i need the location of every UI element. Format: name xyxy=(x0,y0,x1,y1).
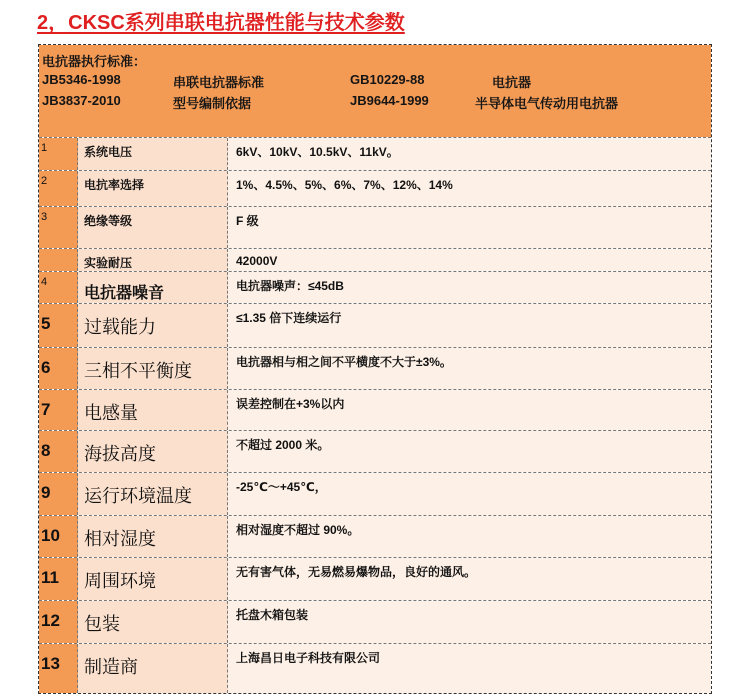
row-number: 10 xyxy=(41,526,60,545)
row-label: 电抗率选择 xyxy=(84,178,145,192)
row-label: 过载能力 xyxy=(84,317,156,337)
row-label: 电感量 xyxy=(84,403,138,423)
row-number: 3 xyxy=(41,211,48,223)
row-value: 6kV、10kV、10.5kV、11kV。 xyxy=(236,145,399,159)
standard-name: 串联电抗器标准 xyxy=(173,75,265,90)
row-number: 5 xyxy=(41,314,51,333)
row-number: 4 xyxy=(41,276,48,288)
table-row xyxy=(39,430,711,472)
row-label: 实验耐压 xyxy=(84,256,133,270)
row-value: ≤1.35 倍下连续运行 xyxy=(236,311,342,325)
row-label: 周围环境 xyxy=(84,571,156,591)
standards-heading: 电抗器执行标准： xyxy=(42,54,147,69)
row-value: 上海昌日电子科技有限公司 xyxy=(236,651,381,665)
row-label: 海拔高度 xyxy=(84,444,156,464)
table-row xyxy=(39,347,711,389)
row-label: 电抗器噪音 xyxy=(84,285,165,302)
row-label: 三相不平衡度 xyxy=(84,361,192,381)
row-number: 8 xyxy=(41,441,51,460)
row-number: 2 xyxy=(41,175,48,187)
row-value: F 级 xyxy=(236,214,259,228)
row-label: 制造商 xyxy=(84,657,138,677)
table-row xyxy=(39,303,711,347)
row-value: 误差控制在+3%以内 xyxy=(236,397,345,411)
row-value: -25℃～+45℃， xyxy=(236,480,327,494)
row-value: 托盘木箱包装 xyxy=(236,608,309,622)
table-row xyxy=(39,557,711,600)
row-label: 系统电压 xyxy=(84,145,133,159)
table-row xyxy=(39,643,711,693)
row-value: 不超过 2000 米。 xyxy=(236,438,330,452)
row-number: 12 xyxy=(41,611,60,630)
row-value: 1%、4.5%、5%、6%、7%、12%、14% xyxy=(236,178,453,192)
standard-code: JB9644-1999 xyxy=(350,93,429,108)
standard-name: 型号编制依据 xyxy=(173,96,252,111)
row-value: 电抗器相与相之间不平横度不大于±3%。 xyxy=(236,355,452,369)
table-row xyxy=(39,515,711,557)
standard-name: 半导体电气传动用电抗器 xyxy=(475,96,619,111)
row-label: 包装 xyxy=(84,614,120,634)
standard-name: 电抗器 xyxy=(492,75,532,90)
row-number: 1 xyxy=(41,142,48,154)
row-number: 6 xyxy=(41,358,51,377)
row-value: 电抗器噪声：≤45dB xyxy=(236,279,344,293)
row-value: 相对湿度不超过 90%。 xyxy=(236,523,360,537)
row-label: 相对湿度 xyxy=(84,529,156,549)
standard-code: JB3837-2010 xyxy=(42,93,121,108)
table-row xyxy=(39,271,711,303)
row-value: 42000V xyxy=(236,254,278,268)
row-label: 绝缘等级 xyxy=(84,214,133,228)
table-row xyxy=(39,170,711,206)
standard-code: JB5346-1998 xyxy=(42,72,121,87)
row-number: 7 xyxy=(41,400,51,419)
row-label: 运行环境温度 xyxy=(84,486,192,506)
row-number: 13 xyxy=(41,654,60,673)
table-row xyxy=(39,600,711,643)
table-row xyxy=(39,248,711,271)
standards-header xyxy=(39,45,711,137)
standard-code: GB10229-88 xyxy=(350,72,425,87)
row-number: 11 xyxy=(41,568,59,587)
table-row xyxy=(39,472,711,515)
row-value: 无有害气体，无易燃易爆物品，良好的通风。 xyxy=(236,565,477,579)
table-row xyxy=(39,389,711,430)
page-title: 2，CKSC系列串联电抗器性能与技术参数 xyxy=(37,12,405,34)
table-row xyxy=(39,206,711,248)
row-number: 9 xyxy=(41,483,51,502)
table-row xyxy=(39,137,711,170)
